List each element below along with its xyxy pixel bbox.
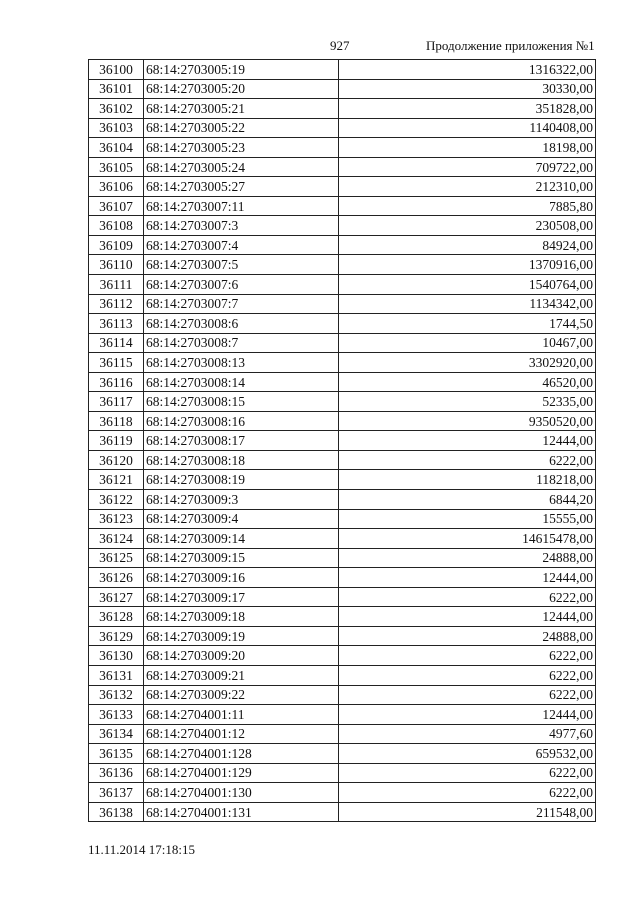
table-row: [89, 392, 596, 412]
row-number-cell: 36126: [89, 568, 144, 588]
table-row: [89, 763, 596, 783]
table-row: [89, 783, 596, 803]
row-number-cell: 36136: [89, 763, 144, 783]
value-cell: 46520,00: [339, 372, 596, 392]
row-number-cell: 36112: [89, 294, 144, 314]
table-row: [89, 626, 596, 646]
cadastral-number-cell: 68:14:2704001:129: [144, 763, 339, 783]
table-row: [89, 294, 596, 314]
value-cell: 52335,00: [339, 392, 596, 412]
table-row: [89, 196, 596, 216]
table-row: [89, 646, 596, 666]
cadastral-number-cell: 68:14:2703009:18: [144, 607, 339, 627]
value-cell: 351828,00: [339, 99, 596, 119]
cadastral-number-cell: 68:14:2703008:17: [144, 431, 339, 451]
cadastral-number-cell: 68:14:2703005:19: [144, 60, 339, 80]
value-cell: 118218,00: [339, 470, 596, 490]
row-number-cell: 36113: [89, 314, 144, 334]
value-cell: 230508,00: [339, 216, 596, 236]
table-row: [89, 411, 596, 431]
cadastral-number-cell: 68:14:2703005:24: [144, 157, 339, 177]
table-row: [89, 802, 596, 822]
value-cell: 12444,00: [339, 431, 596, 451]
row-number-cell: 36110: [89, 255, 144, 275]
cadastral-number-cell: 68:14:2703009:3: [144, 490, 339, 510]
cadastral-number-cell: 68:14:2703007:7: [144, 294, 339, 314]
table-row: [89, 353, 596, 373]
row-number-cell: 36100: [89, 60, 144, 80]
row-number-cell: 36134: [89, 724, 144, 744]
cadastral-number-cell: 68:14:2703005:22: [144, 118, 339, 138]
cadastral-number-cell: 68:14:2703005:20: [144, 79, 339, 99]
cadastral-number-cell: 68:14:2703009:15: [144, 548, 339, 568]
table-row: [89, 372, 596, 392]
cadastral-number-cell: 68:14:2703009:4: [144, 509, 339, 529]
cadastral-number-cell: 68:14:2703005:23: [144, 138, 339, 158]
row-number-cell: 36111: [89, 275, 144, 295]
table-row: [89, 235, 596, 255]
cadastral-number-cell: 68:14:2704001:131: [144, 802, 339, 822]
cadastral-number-cell: 68:14:2703009:21: [144, 665, 339, 685]
value-cell: 212310,00: [339, 177, 596, 197]
row-number-cell: 36107: [89, 196, 144, 216]
table-row: [89, 138, 596, 158]
value-cell: 709722,00: [339, 157, 596, 177]
row-number-cell: 36108: [89, 216, 144, 236]
table-row: [89, 99, 596, 119]
cadastral-number-cell: 68:14:2703008:16: [144, 411, 339, 431]
value-cell: 7885,80: [339, 196, 596, 216]
cadastral-number-cell: 68:14:2703007:3: [144, 216, 339, 236]
table-row: [89, 118, 596, 138]
value-cell: 10467,00: [339, 333, 596, 353]
table-row: [89, 744, 596, 764]
table-row: [89, 529, 596, 549]
table-row: [89, 333, 596, 353]
cadastral-number-cell: 68:14:2703008:14: [144, 372, 339, 392]
cadastral-number-cell: 68:14:2703007:5: [144, 255, 339, 275]
table-row: [89, 705, 596, 725]
table-row: [89, 275, 596, 295]
value-cell: 6844,20: [339, 490, 596, 510]
row-number-cell: 36124: [89, 529, 144, 549]
table-row: [89, 450, 596, 470]
value-cell: 1134342,00: [339, 294, 596, 314]
value-cell: 6222,00: [339, 763, 596, 783]
cadastral-number-cell: 68:14:2704001:130: [144, 783, 339, 803]
value-cell: 6222,00: [339, 646, 596, 666]
value-cell: 9350520,00: [339, 411, 596, 431]
table-row: [89, 157, 596, 177]
row-number-cell: 36131: [89, 665, 144, 685]
table-row: [89, 431, 596, 451]
row-number-cell: 36119: [89, 431, 144, 451]
cadastral-number-cell: 68:14:2703007:11: [144, 196, 339, 216]
value-cell: 1140408,00: [339, 118, 596, 138]
table-row: [89, 314, 596, 334]
row-number-cell: 36105: [89, 157, 144, 177]
row-number-cell: 36118: [89, 411, 144, 431]
table-row: [89, 724, 596, 744]
cadastral-number-cell: 68:14:2703008:15: [144, 392, 339, 412]
row-number-cell: 36123: [89, 509, 144, 529]
row-number-cell: 36116: [89, 372, 144, 392]
value-cell: 12444,00: [339, 607, 596, 627]
value-cell: 6222,00: [339, 685, 596, 705]
table-row: [89, 665, 596, 685]
row-number-cell: 36102: [89, 99, 144, 119]
value-cell: 12444,00: [339, 705, 596, 725]
row-number-cell: 36104: [89, 138, 144, 158]
cadastral-number-cell: 68:14:2704001:12: [144, 724, 339, 744]
value-cell: 1370916,00: [339, 255, 596, 275]
value-cell: 6222,00: [339, 665, 596, 685]
row-number-cell: 36135: [89, 744, 144, 764]
row-number-cell: 36125: [89, 548, 144, 568]
row-number-cell: 36130: [89, 646, 144, 666]
table-row: [89, 216, 596, 236]
row-number-cell: 36132: [89, 685, 144, 705]
row-number-cell: 36103: [89, 118, 144, 138]
value-cell: 1744,50: [339, 314, 596, 334]
cadastral-number-cell: 68:14:2703008:13: [144, 353, 339, 373]
value-cell: 1316322,00: [339, 60, 596, 80]
table-row: [89, 177, 596, 197]
table-row: [89, 548, 596, 568]
table-row: [89, 509, 596, 529]
table-row: [89, 607, 596, 627]
row-number-cell: 36121: [89, 470, 144, 490]
table-row: [89, 255, 596, 275]
row-number-cell: 36133: [89, 705, 144, 725]
value-cell: 24888,00: [339, 626, 596, 646]
value-cell: 4977,60: [339, 724, 596, 744]
value-cell: 18198,00: [339, 138, 596, 158]
cadastral-number-cell: 68:14:2703007:4: [144, 235, 339, 255]
cadastral-number-cell: 68:14:2703005:27: [144, 177, 339, 197]
cadastral-number-cell: 68:14:2703009:16: [144, 568, 339, 588]
cadastral-number-cell: 68:14:2703009:14: [144, 529, 339, 549]
row-number-cell: 36138: [89, 802, 144, 822]
value-cell: 211548,00: [339, 802, 596, 822]
table-row: [89, 587, 596, 607]
cadastral-number-cell: 68:14:2704001:128: [144, 744, 339, 764]
row-number-cell: 36137: [89, 783, 144, 803]
table-row: [89, 79, 596, 99]
row-number-cell: 36120: [89, 450, 144, 470]
table-row: [89, 490, 596, 510]
value-cell: 14615478,00: [339, 529, 596, 549]
row-number-cell: 36109: [89, 235, 144, 255]
row-number-cell: 36106: [89, 177, 144, 197]
footer-timestamp: 11.11.2014 17:18:15: [88, 842, 196, 857]
table-row: [89, 470, 596, 490]
cadastral-value-table: [88, 59, 596, 822]
value-cell: 24888,00: [339, 548, 596, 568]
page-number: 927: [330, 38, 350, 53]
cadastral-number-cell: 68:14:2703009:20: [144, 646, 339, 666]
row-number-cell: 36115: [89, 353, 144, 373]
value-cell: 6222,00: [339, 587, 596, 607]
value-cell: 6222,00: [339, 783, 596, 803]
value-cell: 12444,00: [339, 568, 596, 588]
cadastral-number-cell: 68:14:2703007:6: [144, 275, 339, 295]
cadastral-number-cell: 68:14:2703008:18: [144, 450, 339, 470]
row-number-cell: 36122: [89, 490, 144, 510]
row-number-cell: 36101: [89, 79, 144, 99]
value-cell: 659532,00: [339, 744, 596, 764]
value-cell: 6222,00: [339, 450, 596, 470]
cadastral-number-cell: 68:14:2704001:11: [144, 705, 339, 725]
table-row: [89, 60, 596, 80]
value-cell: 3302920,00: [339, 353, 596, 373]
cadastral-number-cell: 68:14:2703009:22: [144, 685, 339, 705]
row-number-cell: 36127: [89, 587, 144, 607]
cadastral-number-cell: 68:14:2703009:17: [144, 587, 339, 607]
cadastral-number-cell: 68:14:2703008:7: [144, 333, 339, 353]
row-number-cell: 36129: [89, 626, 144, 646]
appendix-title: Продолжение приложения №1: [426, 38, 595, 53]
cadastral-number-cell: 68:14:2703005:21: [144, 99, 339, 119]
table-body: [89, 60, 596, 822]
value-cell: 84924,00: [339, 235, 596, 255]
table-row: [89, 568, 596, 588]
cadastral-number-cell: 68:14:2703008:19: [144, 470, 339, 490]
cadastral-number-cell: 68:14:2703008:6: [144, 314, 339, 334]
value-cell: 30330,00: [339, 79, 596, 99]
cadastral-number-cell: 68:14:2703009:19: [144, 626, 339, 646]
row-number-cell: 36114: [89, 333, 144, 353]
table-row: [89, 685, 596, 705]
row-number-cell: 36128: [89, 607, 144, 627]
value-cell: 15555,00: [339, 509, 596, 529]
row-number-cell: 36117: [89, 392, 144, 412]
value-cell: 1540764,00: [339, 275, 596, 295]
